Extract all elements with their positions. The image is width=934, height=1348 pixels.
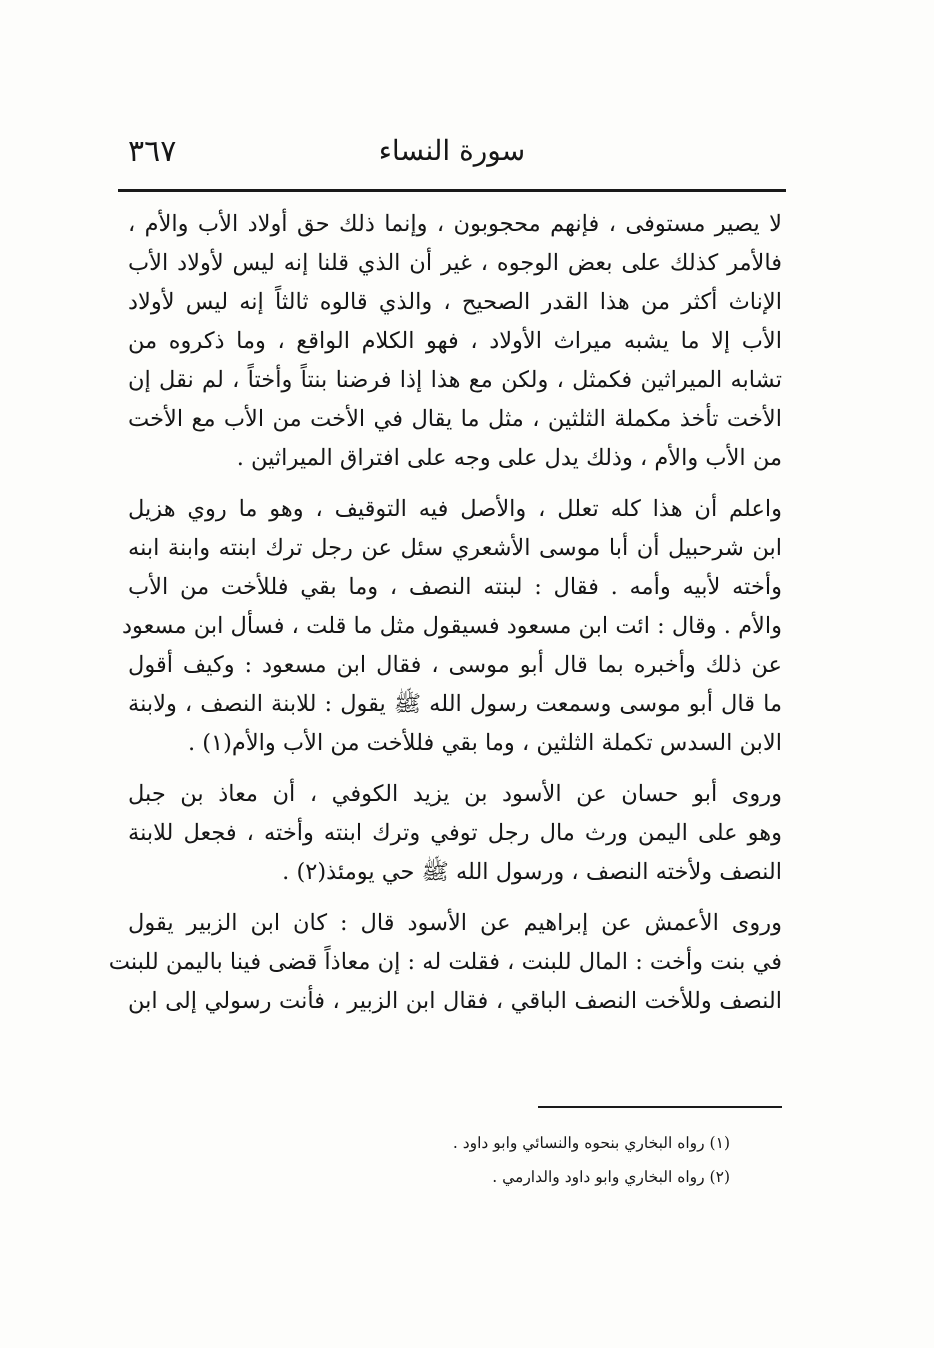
text-line: تشابه الميراثين فكمثل ، ولكن مع هذا إذا فرضنا بنتاً وأختاً ، لم نقل إن [128,367,782,393]
page-number: ٣٦٧ [128,134,177,169]
text-line: فالأمر كذلك على بعض الوجوه ، غير أن الذي قلنا إنه ليس لأولاد الأب [128,250,782,276]
main-text [108,205,782,1021]
page-header [118,128,786,184]
text-line: وأخته لأبيه وأمه . فقال : لبنته النصف ، وما بقي فللأخت من الأب [128,574,782,600]
text-line: ابن شرحبيل أن أبا موسى الأشعري سئل عن رجل ترك ابنته وابنة ابنه [128,535,782,561]
text-line: واعلم أن هذا كله تعلل ، والأصل فيه التوقيف ، وهو ما روي هزيل [128,496,782,522]
text-line: وروى الأعمش عن إبراهيم عن الأسود قال : كان ابن الزبير يقول [128,910,782,936]
text-line: وروى أبو حسان عن الأسود بن يزيد الكوفي ، أن معاذ بن جبل [128,781,782,807]
footnote-1: (١) رواه البخاري بنحوه والنسائي وابو داود . [452,1134,730,1152]
text-line: الابن السدس تكملة الثلثين ، وما بقي فللأخت من الأب والأم(١) . [187,730,782,756]
paragraph-4 [108,904,782,1021]
footnote-2: (٢) رواه البخاري وابو داود والدارمي . [492,1168,730,1186]
header-divider [118,189,786,192]
text-line: النصف ولأخته النصف ، ورسول الله ﷺ حي يومئذ(٢) . [282,859,782,885]
surah-title: سورة النساء [378,134,526,167]
text-line: الأخت تأخذ مكملة الثلثين ، مثل ما يقال في الأخت من الأب مع الأخت [128,406,782,432]
text-line: ما قال أبو موسى وسمعت رسول الله ﷺ يقول : للابنة النصف ، ولابنة [128,691,782,717]
text-line: والأم . وقال : ائت ابن مسعود فسيقول مثل ما قلت ، فسأل ابن مسعود [121,613,782,639]
text-line: الأب إلا ما يشبه ميراث الأولاد ، فهو الكلام الواقع ، وما ذكروه من [128,328,782,354]
text-line: في بنت وأخت : المال للبنت ، فقلت له : إن معاذاً قضى فينا باليمن للبنت [108,949,782,975]
text-line: الإناث أكثر من هذا القدر الصحيح ، والذي قالوه ثالثاً إنه ليس لأولاد [128,289,782,315]
text-line: عن ذلك وأخبره بما قال أبو موسى ، فقال ابن مسعود : وكيف أقول [128,652,782,678]
text-line: النصف وللأخت النصف الباقي ، فقال ابن الزبير ، فأنت رسولي إلى ابن [128,988,782,1014]
footnote-divider [538,1106,782,1108]
paragraph-1 [128,205,782,478]
text-line: لا يصير مستوفى ، فإنهم محجوبون ، وإنما ذلك حق أولاد الأب والأم ، [128,211,782,237]
text-line: من الأب والأم ، وذلك يدل على وجه على افتراق الميراثين . [236,445,782,471]
text-line: وهو على اليمن ورث مال رجل توفي وترك ابنته وأخته ، فجعل للابنة [128,820,782,846]
footnotes [300,1126,730,1194]
paragraph-3 [128,775,782,892]
paragraph-2 [121,490,782,763]
